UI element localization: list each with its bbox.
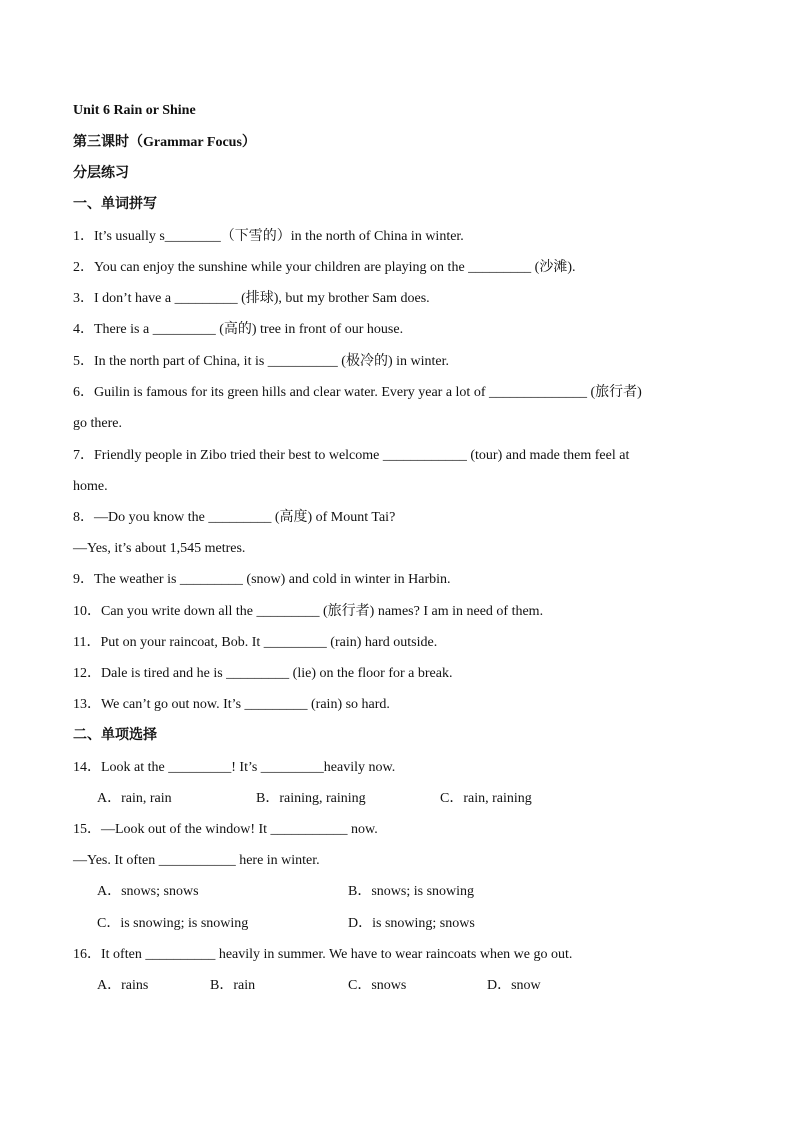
question-14: 14．Look at the _________! It’s _________heavily now. bbox=[73, 760, 396, 775]
question-16: 16．It often __________ heavily in summer. We have to wear raincoats when we go out. bbox=[73, 947, 573, 962]
question-8-answer: —Yes, it’s about 1,545 metres. bbox=[73, 541, 246, 556]
section-heading-spelling: 一、单词拼写 bbox=[73, 197, 157, 212]
q14-option-b: B．raining, raining bbox=[256, 791, 366, 806]
question-2: 2．You can enjoy the sunshine while your children are playing on the _________ (沙滩). bbox=[73, 260, 576, 275]
question-12: 12．Dale is tired and he is _________ (lie) on the floor for a break. bbox=[73, 666, 453, 681]
question-11: 11．Put on your raincoat, Bob. It _________ (rain) hard outside. bbox=[73, 635, 438, 650]
q15-option-d: D．is snowing; snows bbox=[348, 916, 475, 931]
q15-option-b: B．snows; is snowing bbox=[348, 884, 475, 899]
question-1: 1．It’s usually s________（下雪的）in the north of China in winter. bbox=[73, 229, 464, 244]
question-4: 4．There is a _________ (高的) tree in front of our house. bbox=[73, 322, 404, 337]
question-6-continued: go there. bbox=[73, 416, 122, 431]
q16-option-a: A．rains bbox=[97, 978, 149, 993]
section-heading-choice: 二、单项选择 bbox=[73, 728, 157, 743]
practice-heading: 分层练习 bbox=[73, 166, 129, 181]
unit-title: Unit 6 Rain or Shine bbox=[73, 103, 196, 118]
q15-option-c: C．is snowing; is snowing bbox=[97, 916, 249, 931]
q16-option-d: D．snow bbox=[487, 978, 541, 993]
lesson-title: 第三课时（Grammar Focus） bbox=[73, 135, 256, 150]
question-7-continued: home. bbox=[73, 479, 108, 494]
question-9: 9．The weather is _________ (snow) and cold in winter in Harbin. bbox=[73, 572, 451, 587]
question-15-reply: —Yes. It often ___________ here in winter. bbox=[73, 853, 320, 868]
q14-option-c: C．rain, raining bbox=[440, 791, 532, 806]
question-13: 13．We can’t go out now. It’s _________ (rain) so hard. bbox=[73, 697, 390, 712]
question-7: 7．Friendly people in Zibo tried their best to welcome ____________ (tour) and made them feel at bbox=[73, 448, 630, 463]
question-6: 6．Guilin is famous for its green hills and clear water. Every year a lot of ______________ (旅行者) bbox=[73, 385, 642, 400]
question-10: 10．Can you write down all the _________ (旅行者) names? I am in need of them. bbox=[73, 604, 544, 619]
question-8: 8．—Do you know the _________ (高度) of Mount Tai? bbox=[73, 510, 396, 525]
question-5: 5．In the north part of China, it is __________ (极冷的) in winter. bbox=[73, 354, 450, 369]
q16-option-b: B．rain bbox=[210, 978, 256, 993]
question-3: 3．I don’t have a _________ (排球), but my brother Sam does. bbox=[73, 291, 430, 306]
q15-option-a: A．snows; snows bbox=[97, 884, 199, 899]
q14-option-a: A．rain, rain bbox=[97, 791, 172, 806]
question-15: 15．—Look out of the window! It ___________ now. bbox=[73, 822, 378, 837]
q16-option-c: C．snows bbox=[348, 978, 407, 993]
